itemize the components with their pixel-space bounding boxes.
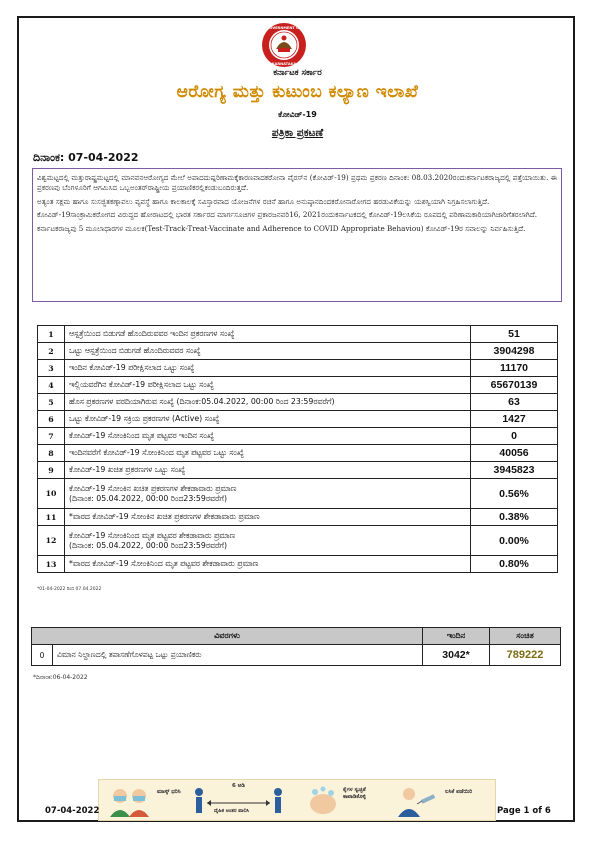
row-label: ಇಂದಿನವರೆಗೆ ಕೋವಿಡ್-19 ಸೋಂಕಿನಿಂದ ಮೃತ ಪಟ್ಟವರ ಒಟ್ಟು ಸಂಖ್ಯೆ <box>65 445 471 462</box>
table-row <box>38 394 558 411</box>
row-number: 0 <box>32 645 53 666</box>
table-header-row <box>32 628 561 645</box>
covid-stats-table <box>37 325 558 573</box>
table-row <box>38 509 558 526</box>
table-row <box>38 411 558 428</box>
department-title: ಆರೋಗ್ಯ ಮತ್ತು ಕುಟುಂಬ ಕಲ್ಯಾಣ ಇಲಾಖೆ <box>176 82 419 102</box>
row-number: 12 <box>38 526 65 556</box>
vaccine-label: ಲಸಿಕೆ ಪಡೆಯಿರಿ <box>445 789 473 795</box>
cumulative-value: 789222 <box>490 645 561 666</box>
row-label: *ವಾರದ ಕೋವಿಡ್-19 ಸೋಂಕಿನ ಖಚಿತ ಪ್ರಕರಣಗಳ ಶೇಕಡಾವಾರು ಪ್ರಮಾಣ <box>65 509 471 526</box>
row-label: ಇಂದಿನ ಕೋವಿಡ್-19 ಪರೀಕ್ಷಿಸಲಾದ ಒಟ್ಟು ಸಂಖ್ಯೆ <box>65 360 471 377</box>
table-row <box>32 645 561 666</box>
row-value: 51 <box>471 326 558 343</box>
airport-screening-table <box>31 627 561 666</box>
subject-label: ಕೋವಿಡ್-19 <box>278 110 317 119</box>
seal-text-top: GOVERNMENT OF <box>266 26 302 30</box>
row-value: 3904298 <box>471 343 558 360</box>
karnataka-seal-icon <box>261 22 307 68</box>
table-row <box>38 360 558 377</box>
row-number: 2 <box>38 343 65 360</box>
row-label: ಕೋವಿಡ್-19 ಖಚಿತ ಪ್ರಕರಣಗಳ ಒಟ್ಟು ಸಂಖ್ಯೆ <box>65 462 471 479</box>
seal-text-bottom: KARNATAKA <box>271 62 297 66</box>
table-row <box>38 526 558 556</box>
row-number: 10 <box>38 479 65 509</box>
stats-footnote: *01-04-2022 ರಿಂದ 07.04.2022 <box>37 587 102 592</box>
row-label: ಒಟ್ಟು ಕೋವಿಡ್-19 ಸಕ್ರಿಯ ಪ್ರಕರಣಗಳ (Active) ಸಂಖ್ಯೆ <box>65 411 471 428</box>
row-label-line: ಕೋವಿಡ್-19 ಸೋಂಕಿನ ಖಚಿತ ಪ್ರಕರಣಗಳ ಶೇಕಡಾವಾರು ಪ್ರಮಾಣ <box>69 483 237 493</box>
row-label: ಆಸ್ಪತ್ರೆಯಿಂದ ಬಿಡುಗಡೆ ಹೊಂದಿರುವವರ ಇಂದಿನ ಪ್ರಕರಣಗಳ ಸಂಖ್ಯೆ <box>65 326 471 343</box>
table-row <box>38 377 558 394</box>
vaccine-icon <box>395 785 439 817</box>
government-label: ಕರ್ನಾಟಕ ಸರ್ಕಾರ <box>273 68 322 78</box>
row-number: 8 <box>38 445 65 462</box>
column-header-today: ಇಂದಿನ <box>423 628 490 645</box>
row-label: *ವಾರದ ಕೋವಿಡ್-19 ಸೋಂಕಿನಿಂದ ಮೃತ ಪಟ್ಟವರ ಶೇಕಡಾವಾರು ಪ್ರಮಾಣ <box>65 556 471 573</box>
release-date: ದಿನಾಂಕ: 07-04-2022 <box>33 151 139 164</box>
row-value: 0.00% <box>471 526 558 556</box>
press-release-heading: ಪತ್ರಿಕಾ ಪ್ರಕಟಣೆ <box>271 127 324 139</box>
row-label-line: ಕೋವಿಡ್-19 ಸೋಂಕಿನಿಂದ ಮೃತ ಪಟ್ಟವರ ಶೇಕಡಾವಾರು ಪ್ರಮಾಣ <box>69 530 235 540</box>
row-number: 9 <box>38 462 65 479</box>
row-value: 0 <box>471 428 558 445</box>
row-value: 0.80% <box>471 556 558 573</box>
row-number: 13 <box>38 556 65 573</box>
hand-wash-label: ಕೈಗಳ ಸ್ವಚ್ಛತೆ ಕಾಪಾಡಿಕೊಳ್ಳಿ <box>343 787 366 800</box>
table-row <box>38 445 558 462</box>
row-label-date: (ದಿನಾಂಕ: 05.04.2022, 00:00 ರಿಂದ23:59ರವರೆಗೆ) <box>69 540 227 550</box>
row-number: 7 <box>38 428 65 445</box>
row-label: ಹೊಸ ಪ್ರಕರಣಗಳ ವರದಿಯಾಗಿರುವ ಸಂಖ್ಯೆ (ದಿನಾಂಕ:05.04.2022, 00:00 ರಿಂದ 23:59ರವರೆಗೆ) <box>65 394 471 411</box>
row-label: ಕೋವಿಡ್-19 ಸೋಂಕಿನಿಂದ ಮೃತ ಪಟ್ಟವರ ಇಂದಿನ ಸಂಖ್ಯೆ <box>65 428 471 445</box>
table-row <box>38 556 558 573</box>
covid-advisory-banner <box>98 779 496 821</box>
row-label: ಇಲ್ಲಿಯವರೆಗಿನ ಕೋವಿಡ್-19 ಪರೀಕ್ಷಿಸಲಾದ ಒಟ್ಟು ಸಂಖ್ಯೆ <box>65 377 471 394</box>
mask-label: ಮಾಸ್ಕ್ ಧರಿಸಿ <box>157 789 181 795</box>
distance-label: ದೈಹಿಕ ಅಂತರ ಪಾಲಿಸಿ <box>214 808 250 814</box>
airport-footnote: *ದಿನಾಂಕ:06-04-2022 <box>33 674 88 681</box>
row-value: 3945823 <box>471 462 558 479</box>
row-number: 6 <box>38 411 65 428</box>
row-label: ವಿಮಾನ ನಿಲ್ದಾಣದಲ್ಲಿ ತಪಾಸಣೆಗೊಳಪಟ್ಟ ಒಟ್ಟು ಪ್ರಯಾಣಿಕರು <box>53 645 423 666</box>
row-number: 11 <box>38 509 65 526</box>
row-value: 63 <box>471 394 558 411</box>
row-value: 0.38% <box>471 509 558 526</box>
intro-paragraph: ಕರ್ನಾಟಕರಾಜ್ಯವು 5 ಮೂಲಾಧಾರಗಳ ಮೂಲಕ(Test-Track-Treat-Vaccinate and Adherence to COVID Appropriate Behaviou) ಕೋವಿಡ್-19ರ ಸವಾಲನ್ನು ನಿರ್ವಹಿಸುತ್ತಿದೆ. <box>37 223 526 233</box>
row-number: 4 <box>38 377 65 394</box>
row-value: 40056 <box>471 445 558 462</box>
row-label <box>65 526 471 556</box>
column-header-cumulative: ಸಂಚಿತ <box>490 628 561 645</box>
hand-wash-icon <box>306 785 340 817</box>
column-header-details: ವಿವರಗಳು <box>32 628 423 645</box>
intro-paragraph: ಅತ್ಯಂತ ಸಕ್ಷಮ ಹಾಗೂ ಸುಸಜ್ಜಿತಕಣ್ಗಾವಲು ವ್ಯವಸ್ಥೆ ಹಾಗೂ ಕಾಲಕಾಲಕ್ಕೆ ಸವಿಸ್ತಾರವಾದ ಯೋಜನೆಗಳ ರಚನೆ ಹಾಗೂ ಅನುಷ್ಠಾನದಿಂದಕರೋನಾರೋಗದ ಹರಡುವಿಕೆಯನ್ನು ಯಶಸ್ವಿಯಾಗಿ ನಿಗ್ರಹಿಸಲಾಗುತ್ತಿದೆ. <box>37 196 490 206</box>
table-row <box>38 428 558 445</box>
row-label <box>65 479 471 509</box>
table-row <box>38 462 558 479</box>
row-label-date: (ದಿನಾಂಕ: 05.04.2022, 00:00 ರಿಂದ23:59ರವರೆಗೆ) <box>69 493 227 503</box>
page-number: Page 1 of 6 <box>497 806 551 816</box>
intro-box <box>32 168 562 302</box>
row-number: 1 <box>38 326 65 343</box>
row-value: 0.56% <box>471 479 558 509</box>
row-value: 1427 <box>471 411 558 428</box>
table-row <box>38 479 558 509</box>
row-value: 11170 <box>471 360 558 377</box>
table-row <box>38 326 558 343</box>
row-value: 65670139 <box>471 377 558 394</box>
intro-paragraph: ವಿಶ್ವಮಟ್ಟದಲ್ಲಿ ಮತ್ತುರಾಷ್ಟ್ರಮಟ್ಟದಲ್ಲಿ ಮಾನವನಆರೋಗ್ಯದ ಮೇಲೆ ಅಪಾದದುಷ್ಪರಿಣಾಮಕ್ಕೆಕಾರಣವಾದಕರೋನಾ ವೈರಸ್‌ನ (ಕೋವಿಡ್-19) ಪ್ರಥಮ ಪ್ರಕರಣ ದಿನಾಂಕ: 08.03.2020ರಂದುಕರ್ನಾಟಕರಾಜ್ಯದಲ್ಲಿ ಪತ್ತೆಯಾಯಿತು. ಈ ಪ್ರಕರಣವು ಬೆಂಗಳೂರಿಗೆ ಆಗಮಿಸಿದ ಒಬ್ಬಅಂತರ್‌ರಾಷ್ಟ್ರೀಯ ಪ್ರಯಾಣಿಕರಲ್ಲಿಕಂಡುಬಂದಿರುತ್ತದೆ. <box>37 173 557 193</box>
footer-date: 07-04-2022 <box>45 806 100 816</box>
row-label: ಒಟ್ಟು ಆಸ್ಪತ್ರೆಯಿಂದ ಬಿಡುಗಡೆ ಹೊಂದಿರುವವರ ಸಂಖ್ಯೆ <box>65 343 471 360</box>
row-number: 5 <box>38 394 65 411</box>
distance-value: 6 ಅಡಿ <box>232 783 245 789</box>
table-row <box>38 343 558 360</box>
intro-paragraph: ಕೋವಿಡ್-19ಸಾಂಕ್ರಾಮಿಕರೋಗದ ವಿರುದ್ಧದ ಹೋರಾಟದಲ್ಲಿ ಭಾರತ ಸರ್ಕಾರದ ಮಾರ್ಗಸೂಚಿಗಳ ಪ್ರಕಾರಜನವರಿ16, 2021ರಂದುಕರ್ನಾಟಕದಲ್ಲಿ ಕೋವಿಡ್-19ಲಸಿಕೆಯ ರೂಪದಲ್ಲಿ ಪರಿಣಾಮಕಾರಿಯಾಗಿಜಾರಿಗೆತರಲಾಗಿದೆ. <box>37 210 538 220</box>
today-value: 3042* <box>423 645 490 666</box>
masked-people-icon <box>107 785 153 817</box>
row-number: 3 <box>38 360 65 377</box>
